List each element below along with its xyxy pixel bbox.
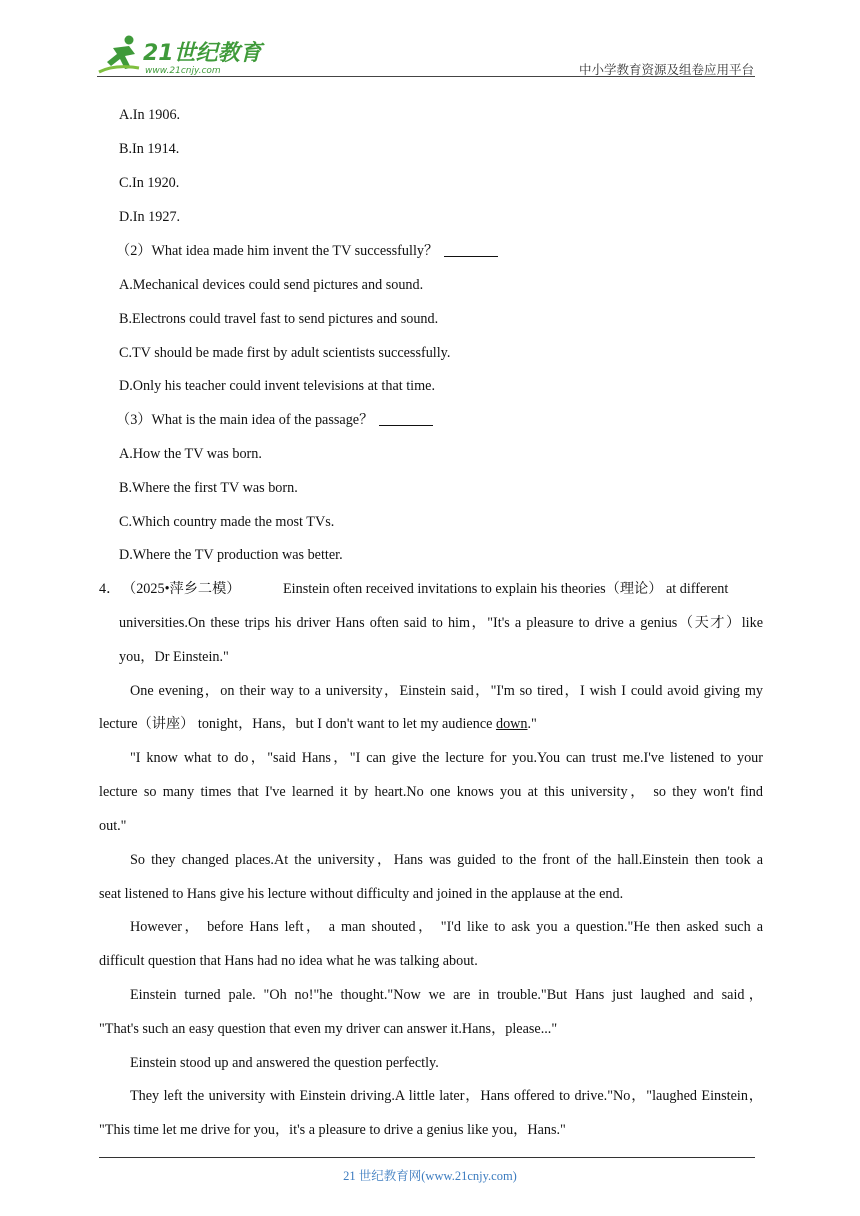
q4-line-1: Einstein often received invitations to explain his theories（理论） at different xyxy=(283,581,729,597)
para5-line-1: However， before Hans left， a man shouted， "I'd like to ask you a question."He then asked such a xyxy=(130,919,763,935)
q4-line-3: you，Dr Einstein." xyxy=(119,649,229,665)
runner-logo-icon xyxy=(95,34,265,76)
q2-option-d: D.Only his teacher could invent televisions at that time. xyxy=(119,378,435,394)
para3-line-2: lecture so many times that I've learned it by heart.No one knows you at this university， so they won't find xyxy=(99,784,763,800)
svg-text:21世纪教育: 21世纪教育 xyxy=(143,41,262,66)
q3-option-c: C.Which country made the most TVs. xyxy=(119,514,335,530)
q1-option-c: C.In 1920. xyxy=(119,175,180,191)
para3-line-1: "I know what to do，"said Hans，"I can give the lecture for you.You can trust me.I've listened to your xyxy=(130,750,763,766)
para4-line-1: So they changed places.At the university，Hans was guided to the front of the hall.Einstein then took a xyxy=(130,852,763,868)
answer-blank[interactable] xyxy=(379,411,433,426)
para4-line-2: seat listened to Hans give his lecture without difficulty and joined in the applause at the end. xyxy=(99,886,624,902)
q1-option-d: D.In 1927. xyxy=(119,209,181,225)
footer-divider xyxy=(99,1157,755,1158)
q2-option-c: C.TV should be made first by adult scientists successfully. xyxy=(119,345,451,361)
q1-option-b: B.In 1914. xyxy=(119,141,180,157)
para5-line-2: difficult question that Hans had no idea what he was talking about. xyxy=(99,953,478,969)
q4-line-2: universities.On these trips his driver Hans often said to him，"It's a pleasure to drive a genius（天才）like xyxy=(119,615,763,631)
answer-blank[interactable] xyxy=(444,242,498,257)
q3-stem: （3）What is the main idea of the passage？ xyxy=(116,411,433,429)
q2-option-a: A.Mechanical devices could send pictures and sound. xyxy=(119,277,424,293)
para8-line-2: "This time let me drive for you，it's a pleasure to drive a genius like you，Hans." xyxy=(99,1122,566,1138)
svg-text:www.21cnjy.com: www.21cnjy.com xyxy=(145,66,221,76)
platform-title: 中小学教育资源及组卷应用平台 xyxy=(578,62,754,77)
q3-option-d: D.Where the TV production was better. xyxy=(119,547,343,563)
q3-option-b: B.Where the first TV was born. xyxy=(119,480,298,496)
header-divider xyxy=(97,76,755,77)
para3-line-3: out." xyxy=(99,818,127,834)
site-logo xyxy=(95,34,265,76)
q4-number: 4． xyxy=(99,581,121,597)
q3-option-a: A.How the TV was born. xyxy=(119,446,262,462)
para2-line-1: One evening，on their way to a university，Einstein said，"I'm so tired，I wish I could avoid giving my xyxy=(130,683,763,699)
para6-line-2: "That's such an easy question that even my driver can answer it.Hans，please..." xyxy=(99,1021,558,1037)
para8-line-1: They left the university with Einstein driving.A little later，Hans offered to drive."No，"laughed Einstein， xyxy=(130,1088,763,1104)
page-header xyxy=(0,0,860,80)
para6-line-1: Einstein turned pale. "Oh no!"he thought."Now we are in trouble."But Hans just laughed and said， xyxy=(130,987,763,1003)
q2-option-b: B.Electrons could travel fast to send pictures and sound. xyxy=(119,311,439,327)
underlined-word: down xyxy=(495,716,528,732)
para7-line-1: Einstein stood up and answered the question perfectly. xyxy=(130,1055,439,1071)
q2-stem: （2）What idea made him invent the TV successfully？ xyxy=(116,242,498,260)
para2-line-2: lecture（讲座） tonight，Hans，but I don't want to let my audience down." xyxy=(99,716,537,732)
q1-option-a: A.In 1906. xyxy=(119,107,181,123)
q4-source: （2025•萍乡二模） xyxy=(122,581,241,597)
footer-link[interactable]: 21 世纪教育网(www.21cnjy.com) xyxy=(343,1169,517,1183)
